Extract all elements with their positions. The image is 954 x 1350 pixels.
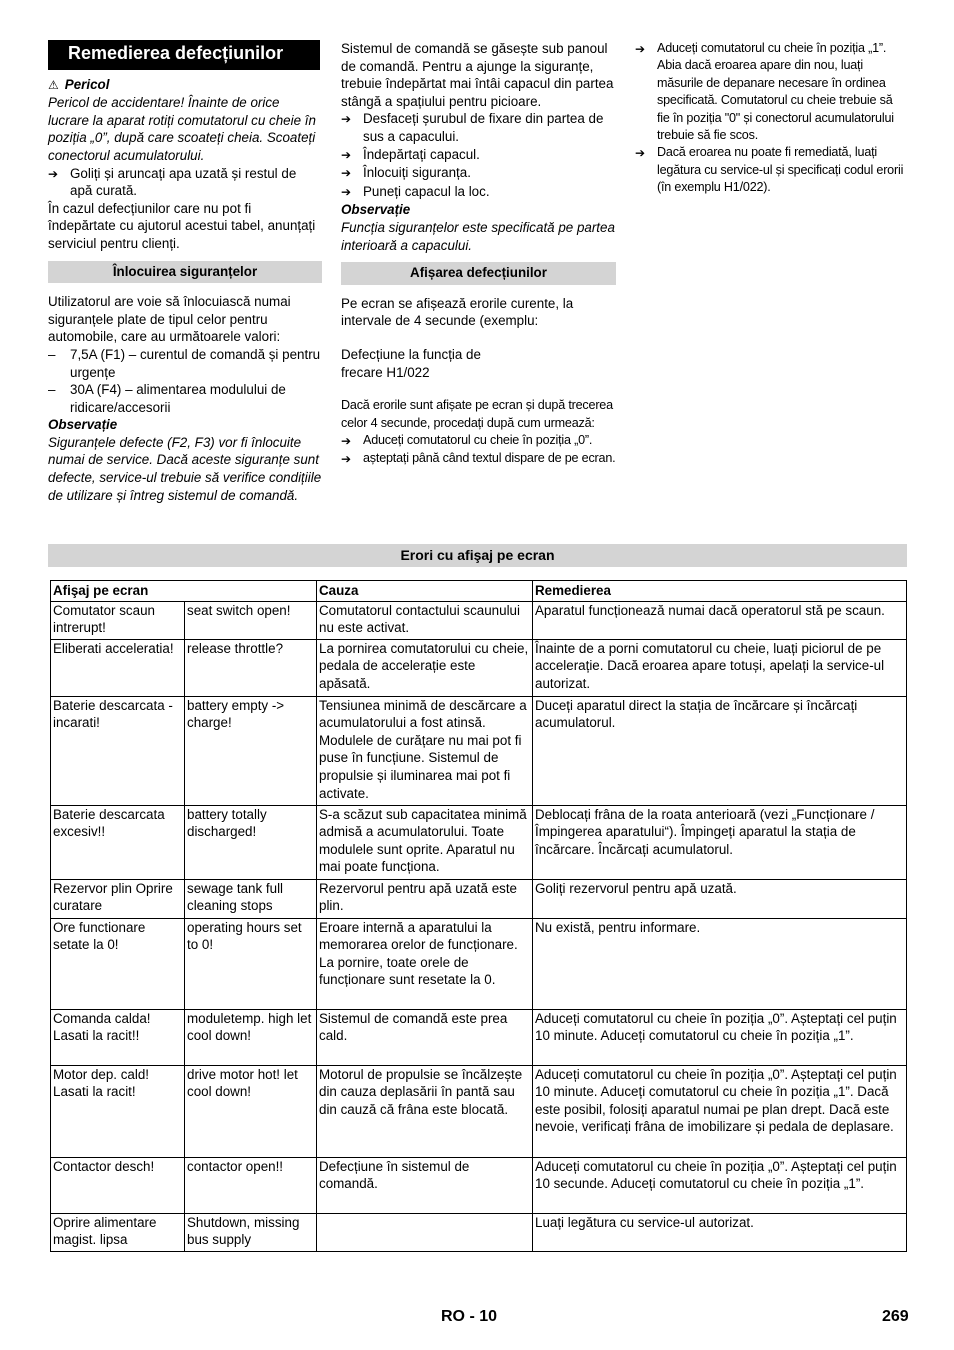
arrow-icon: ➔ (341, 112, 352, 127)
arrow-icon: ➔ (48, 166, 59, 181)
display-text: Pe ecran se afișează erorile curente, la intervale de 4 secunde (exemplu: (341, 295, 574, 329)
arrow-icon: ➔ (341, 452, 351, 467)
table-row (51, 696, 907, 805)
note-label: Observație (48, 417, 118, 433)
intro-text: Sistemul de comandă se găsește sub panoul de comandă. Pentru a ajunge la siguranțe, trebuie îndepărtat mai întâi capacul din partea stângă a spațiului pentru picioare. (341, 41, 614, 109)
cell-en: release throttle? (185, 639, 317, 696)
cell-en: contactor open!! (185, 1157, 317, 1213)
step-text: așteptați până când textul dispare de pe ecran. (363, 451, 616, 466)
cell-ro: Baterie descarcata excesiv!! (51, 805, 185, 879)
note-label: Observație (341, 202, 411, 218)
error-table (50, 580, 907, 1252)
step-text: Îndepărtați capacul. (363, 146, 480, 162)
fuse-item: – 7,5A (F1) – curentul de comandă și pentru urgențe (48, 346, 321, 380)
cell-remedy: Aduceți comutatorul cu cheie în poziția „0”. Așteptați cel puțin 10 minute. Aduceți comutatorul cu cheie în poziția „1”. Dacă este posibil, folosiți aparatul numai pe plan drept. Dacă este nevoie, verificați frâna de imobilizare și pedala de deplasare. (533, 1065, 907, 1157)
cell-remedy: Duceți aparatul direct la stația de încărcare și încărcați acumulatorul. (533, 696, 907, 805)
step-text: Aduceți comutatorul cu cheie în poziția „1”. Abia dacă eroarea apare din nou, luați măsurile de depanare necesare în ordinea specificată. Comutatorul cu cheie trebuie să fie în poziția "0" și conectorul acumulatorului trebuie să fie scos. (657, 41, 894, 143)
cell-en: drive motor hot! let cool down! (185, 1065, 317, 1157)
after-text: Dacă erorile sunt afișate pe ecran și după trecerea celor 4 secunde, procedați după cum urmează: (341, 398, 613, 430)
step-text: Dacă eroarea nu poate fi remediată, luați legătura cu service-ul și specificați codul erorii (în exemplu H1/022). (657, 145, 904, 195)
step-item (341, 450, 616, 468)
step-item (341, 110, 616, 145)
fuse-item-text: 7,5A (F1) – curentul de comandă și pentru urgențe (70, 346, 321, 380)
table-row (51, 1157, 907, 1213)
cell-en: moduletemp. high let cool down! (185, 1009, 317, 1065)
cell-remedy: Aduceți comutatorul cu cheie în poziția „0”. Așteptați cel puțin 10 minute. Aduceți comutatorul cu cheie în poziția „1”. (533, 1009, 907, 1065)
cell-ro: Ore functionare setate la 0! (51, 918, 185, 1009)
table-row (51, 805, 907, 879)
arrow-icon: ➔ (341, 166, 352, 181)
step-item (341, 164, 616, 183)
arrow-icon: ➔ (635, 146, 645, 161)
table-heading: Erori cu afişaj pe ecran (48, 544, 907, 567)
cell-cause: La pornirea comutatorului cu cheie, pedala de accelerație este apăsată. (317, 639, 533, 696)
cell-ro: Oprire alimentare magist. lipsa (51, 1213, 185, 1251)
step-text: Puneți capacul la loc. (363, 183, 490, 199)
step-text: Desfaceți șurubul de fixare din partea de sus a capacului. (363, 111, 604, 144)
table-row (51, 879, 907, 918)
header-remedy: Remedierea (533, 581, 907, 602)
cell-remedy: Luați legătura cu service-ul autorizat. (533, 1213, 907, 1251)
cell-ro: Motor dep. cald! Lasati la racit! (51, 1065, 185, 1157)
cell-cause: Defecțiune în sistemul de comandă. (317, 1157, 533, 1213)
cell-cause: S-a scăzut sub capacitatea minimă admisă a acumulatorului. Toate modulele sunt oprite. Aparatul nu mai poate funcționa. (317, 805, 533, 879)
cell-en: operating hours set to 0! (185, 918, 317, 1009)
cell-en: Shutdown, missing bus supply (185, 1213, 317, 1251)
warning-triangle-icon: ⚠ (48, 77, 59, 92)
arrow-icon: ➔ (341, 147, 352, 162)
step-item (48, 165, 322, 200)
step-text: Înlocuiți siguranța. (363, 165, 471, 181)
table-row (51, 1065, 907, 1157)
step-text: Aduceți comutatorul cu cheie în poziția „0”. (363, 432, 593, 447)
header-display: Afişaj pe ecran (51, 581, 317, 602)
arrow-icon: ➔ (341, 433, 351, 448)
cell-ro: Baterie descarcata - incarati! (51, 696, 185, 805)
cell-ro: Eliberati acceleratia! (51, 639, 185, 696)
table-row (51, 639, 907, 696)
column-3 (635, 40, 907, 197)
cell-cause: Rezervorul pentru apă uzată este plin. (317, 879, 533, 918)
example-text: Defecțiune la funcția de frecare H1/022 (341, 346, 481, 380)
footer-lang: RO - 10 (441, 1308, 498, 1325)
cell-cause: Tensiunea minimă de descărcare a acumulatorului a fost atinsă. Modulele de curățare nu mai pot fi puse în funcțiune. Sistemul de propulsie și iluminarea mai pot fi activate. (317, 696, 533, 805)
cell-en: seat switch open! (185, 601, 317, 639)
cell-ro: Comutator scaun intrerupt! (51, 601, 185, 639)
fuse-item: – 30A (F4) – alimentarea modulului de ridicare/accesorii (48, 381, 322, 416)
cell-remedy: Aduceți comutatorul cu cheie în poziția „0”. Așteptați cel puțin 10 secunde. Aduceți comutatorul cu cheie în poziția „1”. (533, 1157, 907, 1213)
cell-remedy: Deblocați frâna de la roata anterioară (vezi „Funcționare / Împingerea aparatului“). Împingeți aparatul la stația de încărcare. Încărcați acumulatorul. (533, 805, 907, 879)
step-item (635, 40, 907, 144)
note-text: Siguranțele defecte (F2, F3) vor fi înlocuite numai de service. Dacă aceste siguranțe sunt defecte, service-ul trebuie să verifice condițiile de utilizare și întreg sistemul de comandă. (48, 434, 322, 503)
step-item (341, 183, 616, 202)
cell-en: battery empty -> charge! (185, 696, 317, 805)
fuse-item-text: 30A (F4) – alimentarea modulului de ridicare/accesorii (70, 382, 286, 415)
cell-cause: Sistemul de comandă este prea cald. (317, 1009, 533, 1065)
cell-remedy: Aparatul funcționează numai dacă operatorul stă pe scaun. (533, 601, 907, 639)
danger-label: Pericol (64, 76, 110, 92)
danger-text: Pericol de accidentare! Înainte de orice lucrare la aparat rotiți comutatorul cu cheie în poziția „0”, după care scoateți cheia. Scoateți conectorul acumulatorului. (48, 95, 316, 163)
note-text: Funcția siguranțelor este specificată pe partea interioară a capacului. (341, 219, 615, 253)
cell-en: sewage tank full cleaning stops (185, 879, 317, 918)
cell-ro: Comanda calda! Lasati la racit!! (51, 1009, 185, 1065)
table-row (51, 601, 907, 639)
section-heading-fuses: Înlocuirea siguranțelor (48, 261, 322, 284)
step-text: Goliți și aruncați apa uzată și restul de apă curată. (70, 165, 297, 199)
table-row (51, 1009, 907, 1065)
intro-text: În cazul defecțiunilor care nu pot fi îndepărtate cu ajutorul acestui tabel, anunțați serviciul pentru clienți. (48, 200, 316, 251)
cell-cause: Motorul de propulsie se încălzește din cauza deplasării în pantă sau din cauză că frâna este blocată. (317, 1065, 533, 1157)
column-2 (341, 40, 616, 469)
step-item (341, 146, 616, 165)
cell-cause (317, 1213, 533, 1251)
page-title: Remedierea defecțiunilor (48, 40, 320, 70)
table-row (51, 1213, 907, 1251)
header-cause: Cauza (317, 581, 533, 602)
danger-heading (48, 76, 322, 95)
cell-remedy: Goliți rezervorul pentru apă uzată. (533, 879, 907, 918)
table-header-row (51, 581, 907, 602)
cell-cause: Eroare internă a aparatului la memorarea orelor de funcționare. La pornire, toate orele de funcționare sunt resetate la 0. (317, 918, 533, 1009)
cell-remedy: Nu există, pentru informare. (533, 918, 907, 1009)
cell-cause: Comutatorul contactului scaunului nu este activat. (317, 601, 533, 639)
cell-ro: Rezervor plin Oprire curatare (51, 879, 185, 918)
section-heading-display: Afișarea defecțiunilor (341, 262, 616, 285)
fuse-text: Utilizatorul are voie să înlocuiască numai siguranțele plate de tipul celor pentru automobile, care au următoarele valori: (48, 294, 291, 345)
cell-en: battery totally discharged! (185, 805, 317, 879)
arrow-icon: ➔ (341, 184, 352, 199)
arrow-icon: ➔ (635, 42, 645, 56)
cell-remedy: Înainte de a porni comutatorul cu cheie, luați piciorul de pe accelerație. Dacă eroarea apare totuși, apelați la service-ul autorizat. (533, 639, 907, 696)
page-number: 269 (882, 1308, 909, 1325)
column-1 (48, 40, 322, 504)
step-item (341, 432, 616, 450)
table-row (51, 918, 907, 1009)
cell-ro: Contactor desch! (51, 1157, 185, 1213)
step-item (635, 144, 907, 196)
